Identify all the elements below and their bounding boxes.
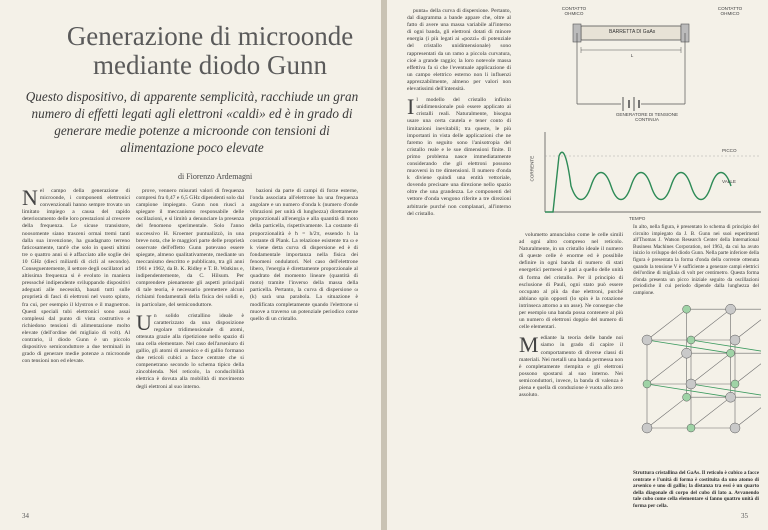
body-text: n solido cristallino ideale è caratterizzato da una disposizione regolare tridimensionale di atomi, ottenuta grazie alla ripetizione nello spazio di una cella elementare. Nel caso dell'arseniuro di gallio, gli atomi di arsenico e di gallio formano due reticoli cubici a facce centrate che si compenetrano secondo lo schema tipico della zincoblenda. Nel reticolo, la conducibilità elettrica è dovuta alla mobilità di movimento degli elettroni al suo interno. (136, 312, 244, 390)
gallium-atom (687, 336, 695, 344)
page-number: 35 (741, 512, 748, 520)
right-column-1 (407, 8, 511, 518)
dropcap: I (407, 94, 415, 120)
valley-label: VALLE (722, 179, 736, 184)
body-text: punta» della curva di dispersione. Pertanto, dal diagramma a bande appare che, oltre al fatto di avere una massa variabile all'interno di ogni banda, gli elettroni dotati di minore energia (i più legati ai «pozzi» di potenziale del cristallo unidimensionale) sono rappresentati da un ramo a piccola curvatura, cioè a grande raggio; la loro notevole massa effettiva fa sì che l'eventuale applicazione di un campo elettrico esterno non li influenzi apprezzabilmente, almeno per valori non elevatissimi dell'intensità. (407, 8, 511, 93)
arsenic-atom (726, 304, 736, 314)
lattice-tetrahedral-bond (691, 340, 761, 353)
gallium-atom (643, 380, 651, 388)
dropcap: U (136, 309, 152, 335)
dropcap: M (519, 332, 539, 358)
lattice-bond (691, 309, 731, 340)
y-axis-label: CORRENTE (529, 155, 535, 182)
article-subtitle: Questo dispositivo, di apparente semplicità, racchiude un gran numero di effetti legati agli elettroni «caldi» ed è in grado di generare medie potenze a microonde con tensioni di alimentazione poco elevate (25, 89, 359, 155)
current-waveform-chart (523, 126, 763, 224)
peak-label: PICCO (722, 148, 737, 153)
x-axis-label: TEMPO (629, 216, 646, 221)
lattice-bond (735, 397, 761, 428)
body-text: bazioni da parte di campi di forze esterne, l'onda associata all'elettrone ha una frequenza angolare e un numero d'onda k (numero d'onde vibrazioni per unità di lunghezza) direttamente proporzionali all'energia e alla quantità di moto della particella, rispettivamente. La costante di proporzionalità è ħ = h/2π, essendo h la costante di Plank. La relazione esistente tra ω e k viene detta curva di dispersione ed è di fondamentale importanza nella fisica dei fenomeni ondulatori. Nel caso dell'elettrone libero, l'energia è direttamente proporzionale al quadrato del momento lineare (quantità di moto) tramite l'inverso della massa della particella. Pertanto, la curva di dispersione ω (k) sarà una parabola. La situazione è modificata completamente quando l'elettrone si muove a traverso un potenziale periodico come quello di un cristallo. (250, 188, 358, 322)
lattice-bond (691, 353, 731, 384)
length-label: L (630, 53, 634, 58)
dropcap: N (22, 188, 38, 210)
gallium-atom (731, 380, 739, 388)
article-title: Generazione di microonde mediante diodo Gunn (66, 21, 354, 80)
gallium-atom (683, 305, 691, 313)
gallium-atom (683, 393, 691, 401)
figure-caption-circuit: In alto, nella figura, è presentato lo schema di principio del circuito impiegato da J. B. Gunn nei suoi esperimenti all'Thomas J. Watson Research Center della International Business Machines Corporation, nel 1963, da cui ha avuto inizio lo sviluppo del diodo Gunn. Nella parte inferiore della figura è presentata la forma d'onda della corrente ottenuta quando la tensione V è sufficiente a generare campi elettrici dell'ordine di migliaia di volt per centimetro. Questa forma d'onda presenta un picco iniziale seguito da oscillazioni periodiche il cui periodo dipende dalla lunghezza del campione. (633, 224, 759, 296)
gallium-atom (727, 349, 735, 357)
figure-caption-lattice: Struttura cristallina del GaAs. Il reticolo è cubico a facce centrate e l'unità di forma è costituita da uno atomo di arsenico e uno di gallio; la distanza tra essi è un quarto della diagonale di corpo del cubo di lato a. Avvanendo tale cubo come cella elementare si fanno quattro unità di forma per cella. (633, 470, 759, 509)
gaas-crystal-lattice (637, 300, 761, 466)
left-contact-label: CONTATTO OHMICO (561, 6, 587, 17)
lattice-bond (735, 309, 761, 340)
lattice-bond (647, 309, 687, 340)
arsenic-atom (730, 335, 740, 345)
page-number: 34 (22, 512, 29, 520)
body-text: el campo della generazione di microonde, i componenti elettronici convenzionali hanno sempre trovato un limitato impiego a causa del rapido deterioramento delle loro prestazioni al crescere della frequenza. Le sicuse transistore, noosomente siano trasceni ormai tremi tanti dalla sua invenzione, ha guadagnato terreno faticosamente, tant'è che solo in questi ultimi tre o quattro anni si è affacciato alle soglie dei 10 GHz (dieci miliardi di cicli al secondo). Conseguentemente, il settore degli oscillatori ad altissima frequenza si è evoluto in maniera pressoché indipendente sviluppando dispositivi adeguati alle necessità, basati tutti sulle proprietà di fasci di elettroni nel vuoto spinto, fra cui, per esempio il klystron e il magnetron. Questi speciali tubi elettronici sono assai complessi dal punto di vista costruttivo e richiedono tensioni di alimentazione molto elevate (dell'ordine del migliaio di volt). Al contrario, il diodo Gunn è un piccolo dispositivo semiconduttore a due terminali in grado di generare medie potenze a microonde con tensioni non ed elevate. (22, 188, 130, 365)
current-series-line (545, 152, 731, 212)
generator-label: GENERATORE DI TENSIONE CONTINUA (615, 112, 679, 123)
arsenic-atom (642, 423, 652, 433)
left-page (0, 0, 381, 530)
right-page (387, 0, 768, 530)
lattice-bond (647, 353, 687, 384)
left-column-2 (136, 188, 244, 506)
lattice-bond (647, 397, 687, 428)
lattice-bond (691, 397, 731, 428)
body-text: l modello del cristallo infinito unidimensionale può essere applicato ai cristalli reali. Naturalmente, bisogna usare una certa cautela e tener conto di limitazioni inevitabili; tra queste, le più importanti in vista delle applicazioni che ne faremo in seguito sono l'anisotropia del cristallo reale e le sue dimensioni finite. Il primo problema nasce immediatamente considerando che gli elettroni possono muoversi in tre dimensioni. Il numero d'onda k diviene quindi una entità vettoriale, dovendo precisare una direzione nello spazio oltre che una grandezza. Le componenti del vettore d'onda vengono riferite a tre direzioni arbitrarie purché non complanari, all'interno del cristallo. (407, 97, 511, 217)
arsenic-atom (730, 423, 740, 433)
body-text: prove, vennero misurati valori di frequenza compresi fra 0,47 e 6,5 GHz dipendenti solo dal campione impiegato. Gunn non riuscì a spiegare il meccanismo responsabile delle oscillazioni, e si limitò a denunciare la presenza del fenomeno sperimentale. Solo l'anno successivo H. Kroemer puntualizzò, in una breve nota, che le maggiori parte delle proprietà osservate dell'effetto Gunn potevano essere spiegate, almeno qualitativamente, mediante un meccanismo descritto e pubblicato, tra gli anni 1961 e 1962, da B. K. Ridley e T. B. Watkins e, indipendentemente, da C. Hilsum. Per comprendere pienamente gli aspetti principali di tale teoria, è necessario premettere alcuni richiami fondamentali della fisica dei solidi e, in particolare, del semiconduttore. (136, 188, 244, 308)
gallium-atom (687, 424, 695, 432)
right-column-2 (519, 232, 623, 517)
gunn-circuit-diagram (523, 4, 763, 124)
arsenic-atom (682, 348, 692, 358)
left-column-1 (22, 188, 130, 506)
right-contact-label: CONTATTO OHMICO (717, 6, 743, 17)
body-text: ediante la teoria delle bande noi siamo in grado di capire il comportamento di diverse classi di materiali. Nei metalli una banda permessa non è completamente riempita e gli elettroni possono spostarsi al suo interno. Nei semiconduttori, invece, la banda di valenza è piena e quella di conduzione è vuota allo zero assoluto. (519, 335, 623, 399)
body-text: volumetto amuncialso come le celle simili ad ogni altro compreso nel reticolo. Naturalmente, in un cristallo ideale il numero di queste celle è enorme ed è possibile definire in ogni banda di numero di stati energetici permessi è pari a quello delle unità di forma del cristallo. Per il principio di esclusione di Pauli, ogni stato può essere occupato al più da due elettroni, purché abbiano spin opposti (lo spin è la rotazione intrinseca attorno a un asse). Ne consegue che per esempio una banda possa contenere al più un numero di elettroni doppio del numero di celle elementari. (519, 232, 623, 331)
arsenic-atom (686, 379, 696, 389)
gaas-bar-label: BARRETTA DI GaAs (609, 29, 656, 35)
left-column-3 (250, 188, 358, 506)
article-author: di Fiorenzo Ardemagni (178, 172, 253, 181)
arsenic-atom (642, 335, 652, 345)
lattice-bond (735, 353, 761, 384)
arsenic-atom (726, 392, 736, 402)
